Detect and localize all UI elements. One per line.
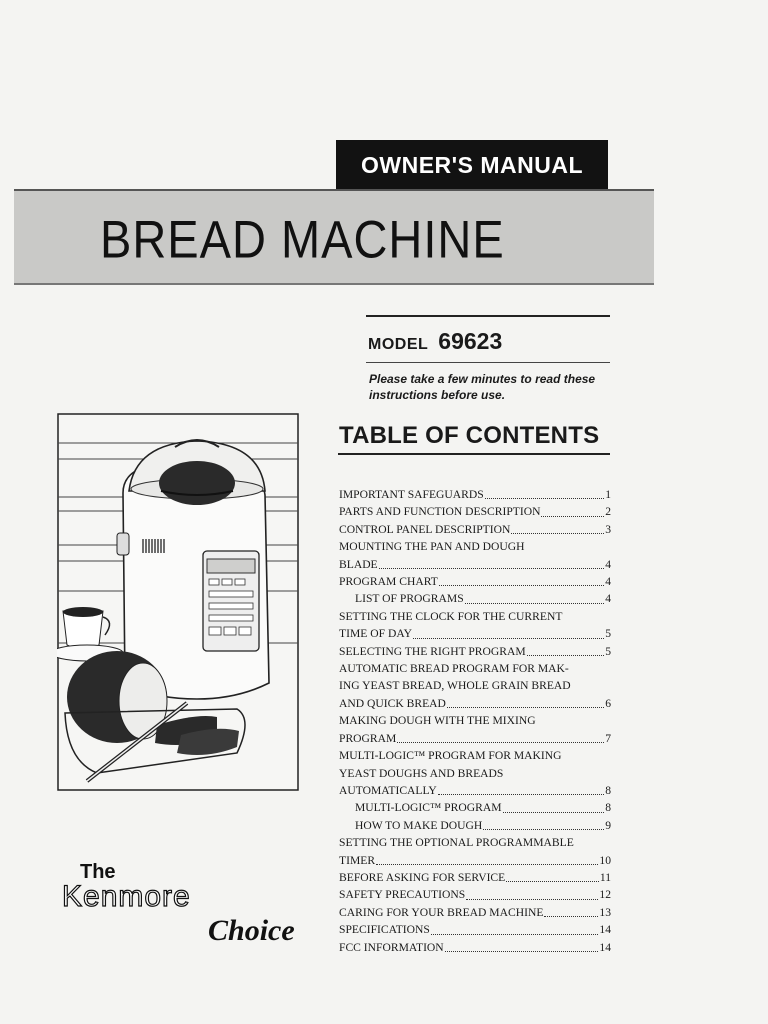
- toc-item-line: SETTING THE CLOCK FOR THE CURRENT: [339, 609, 563, 623]
- toc-leader-dots: [376, 864, 598, 865]
- toc-item-title: CARING FOR YOUR BREAD MACHINE: [339, 905, 544, 919]
- toc-item-title: HOW TO MAKE DOUGH: [355, 818, 483, 832]
- toc-item: [339, 799, 611, 816]
- toc-item-line: MULTI-LOGIC™ PROGRAM FOR MAKING: [339, 749, 562, 763]
- svg-text:Kenmore: Kenmore: [62, 880, 191, 913]
- toc-item-title: CONTROL PANEL DESCRIPTION: [339, 522, 511, 536]
- model-label: MODEL: [368, 336, 429, 353]
- toc-item-page: 6: [605, 696, 611, 710]
- model-number: 69623: [438, 328, 503, 354]
- toc-item: [339, 521, 611, 538]
- toc-item-line: MAKING DOUGH WITH THE MIXING: [339, 714, 536, 728]
- toc-item: [339, 556, 611, 573]
- model-top-rule: [366, 315, 610, 317]
- toc-leader-dots: [544, 916, 598, 917]
- toc-item-page: 8: [605, 783, 611, 797]
- toc-item-page: 3: [605, 522, 611, 536]
- toc-item: [339, 852, 611, 869]
- toc-item-title: MULTI-LOGIC™ PROGRAM: [355, 801, 502, 815]
- toc-item-page: 12: [599, 888, 611, 902]
- toc-leader-dots: [541, 516, 604, 517]
- toc-item-page: 7: [605, 731, 611, 745]
- toc-leader-dots: [447, 707, 604, 708]
- toc-item: [339, 869, 611, 886]
- toc-item-page: 10: [599, 853, 611, 867]
- toc-item-title: FCC INFORMATION: [339, 940, 444, 954]
- toc-item: [339, 486, 611, 503]
- toc-item-page: 9: [605, 818, 611, 832]
- toc-leader-dots: [397, 742, 604, 743]
- toc-item-page: 8: [605, 801, 611, 815]
- toc-item: [339, 573, 611, 590]
- toc-heading: TABLE OF CONTENTS: [339, 422, 600, 449]
- toc-item-title: IMPORTANT SAFEGUARDS: [339, 488, 484, 501]
- toc-item-page: 5: [605, 644, 611, 658]
- toc-item: [339, 904, 611, 921]
- toc-leader-dots: [431, 934, 599, 935]
- toc-item-title: PARTS AND FUNCTION DESCRIPTION: [339, 505, 541, 519]
- toc-item-page: 5: [605, 627, 611, 641]
- toc-item: [339, 939, 611, 956]
- toc-item-page: 4: [605, 557, 611, 571]
- toc-item-title: PROGRAM CHART: [339, 575, 438, 589]
- svg-text:The: The: [80, 861, 116, 883]
- toc-leader-dots: [379, 568, 605, 569]
- product-title: BREAD MACHINE: [100, 209, 505, 269]
- toc-item-title: LIST OF PROGRAMS: [355, 592, 464, 606]
- toc-item-line: ING YEAST BREAD, WHOLE GRAIN BREAD: [339, 679, 571, 693]
- toc-leader-dots: [511, 533, 604, 534]
- title-band: [14, 189, 654, 285]
- toc-item-page: 2: [605, 505, 611, 519]
- table-of-contents: [339, 486, 611, 956]
- toc-item-title: BLADE: [339, 557, 378, 571]
- toc-item-page: 14: [599, 923, 611, 937]
- toc-item-line: YEAST DOUGHS AND BREADS: [339, 766, 504, 780]
- svg-text:Choice: Choice: [208, 914, 295, 947]
- toc-leader-dots: [439, 585, 604, 586]
- toc-item: [339, 643, 611, 660]
- toc-item: [339, 625, 611, 642]
- toc-item: [339, 817, 611, 834]
- toc-leader-dots: [465, 603, 605, 604]
- toc-item: [339, 695, 611, 712]
- toc-item: [339, 590, 611, 607]
- toc-item: [339, 782, 611, 799]
- toc-leader-dots: [483, 829, 604, 830]
- toc-item: [339, 921, 611, 938]
- owners-manual-tab: OWNER'S MANUAL: [336, 140, 608, 190]
- toc-item-title: TIMER: [339, 853, 376, 867]
- toc-item-title: AUTOMATICALLY: [339, 783, 437, 797]
- toc-item-line: AUTOMATIC BREAD PROGRAM FOR MAK-: [339, 662, 569, 676]
- toc-item: [339, 886, 611, 903]
- toc-item-page: 13: [599, 905, 611, 919]
- toc-item-line: SETTING THE OPTIONAL PROGRAMMABLE: [339, 836, 574, 850]
- toc-item-page: 1: [605, 488, 611, 501]
- toc-item-title: PROGRAM: [339, 731, 397, 745]
- toc-item-title: SELECTING THE RIGHT PROGRAM: [339, 644, 526, 658]
- toc-leader-dots: [445, 951, 599, 952]
- toc-heading-rule: [338, 453, 610, 455]
- toc-item-page: 4: [605, 592, 611, 606]
- toc-item-title: SAFETY PRECAUTIONS: [339, 888, 466, 902]
- toc-item-line: MOUNTING THE PAN AND DOUGH: [339, 540, 525, 554]
- toc-item: [339, 503, 611, 520]
- bread-machine-illustration: [57, 413, 299, 791]
- toc-item-page: 4: [605, 575, 611, 589]
- toc-item-page: 14: [599, 940, 611, 954]
- toc-item-page: 11: [599, 870, 611, 884]
- toc-item-title: TIME OF DAY: [339, 627, 413, 641]
- toc-leader-dots: [485, 498, 604, 499]
- toc-item-title: SPECIFICATIONS: [339, 923, 430, 937]
- kenmore-choice-logo: [58, 858, 308, 948]
- model-line: [368, 328, 502, 355]
- toc-leader-dots: [503, 812, 605, 813]
- model-bottom-rule: [366, 362, 610, 363]
- toc-leader-dots: [438, 794, 604, 795]
- toc-item: [339, 730, 611, 747]
- toc-item-title: BEFORE ASKING FOR SERVICE: [339, 870, 506, 884]
- toc-leader-dots: [466, 899, 598, 900]
- toc-leader-dots: [413, 638, 604, 639]
- toc-leader-dots: [506, 881, 599, 882]
- toc-leader-dots: [527, 655, 605, 656]
- instructions-note: Please take a few minutes to read these instructions before use.: [369, 372, 596, 402]
- toc-item-title: AND QUICK BREAD: [339, 696, 446, 710]
